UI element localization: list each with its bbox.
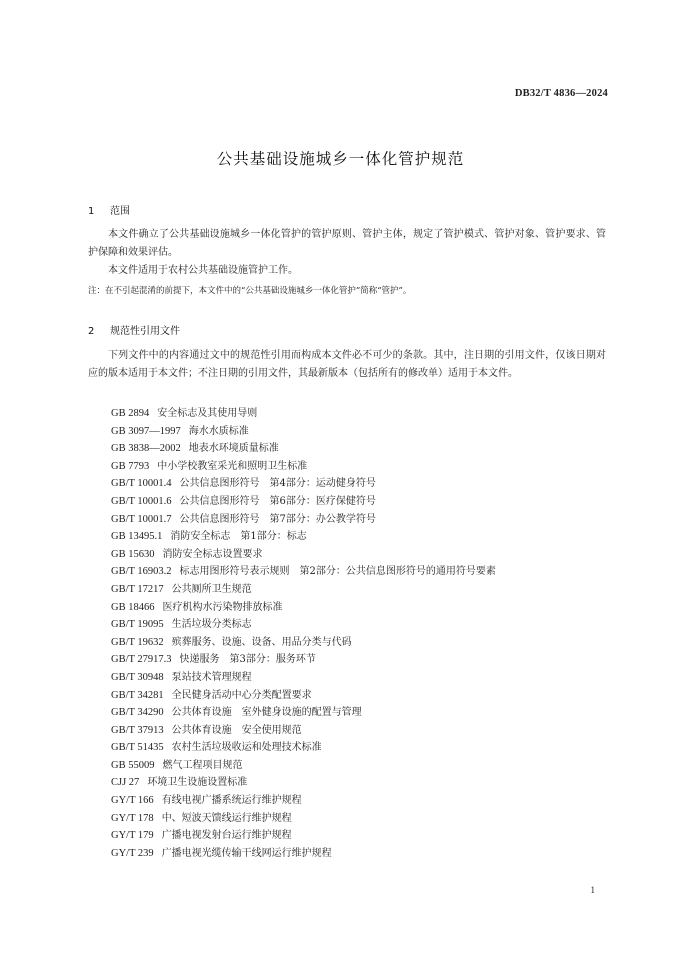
reference-code: GB/T 51435 xyxy=(111,742,164,754)
reference-item xyxy=(111,405,496,423)
reference-title: 公共信息图形符号 第6部分：医疗保健符号 xyxy=(179,495,376,507)
reference-title: 消防安全标志设置要求 xyxy=(162,548,263,560)
reference-code: GB 55009 xyxy=(111,759,155,771)
reference-title: 农村生活垃圾收运和处理技术标准 xyxy=(171,742,322,754)
reference-item xyxy=(111,493,496,511)
reference-title: 海水水质标准 xyxy=(188,425,249,437)
reference-item xyxy=(111,687,496,705)
reference-item xyxy=(111,722,496,740)
standard-code: DB32/T 4836—2024 xyxy=(514,88,608,99)
section-1-number: 1 xyxy=(88,206,95,217)
reference-title: 殡葬服务、设施、设备、用品分类与代码 xyxy=(171,636,352,648)
reference-title: 生活垃圾分类标志 xyxy=(171,619,252,631)
reference-item xyxy=(111,757,496,775)
reference-code: GB 2894 xyxy=(111,408,150,419)
reference-item xyxy=(111,528,496,546)
reference-item xyxy=(111,827,496,845)
reference-code: GB/T 34290 xyxy=(111,707,164,719)
reference-item xyxy=(111,458,496,476)
reference-title: 消防安全标志 第1部分：标志 xyxy=(170,531,307,543)
normative-intro-paragraph: 下列文件中的内容通过文中的规范性引用而构成本文件必不可少的条款。其中，注日期的引用文件，仅该日期对应的版本适用于本文件；不注日期的引用文件，其最新版本（包括所有的修改单）适用于本文件。 xyxy=(88,350,606,379)
reference-code: GB/T 34281 xyxy=(111,689,164,701)
reference-code: GB/T 10001.7 xyxy=(111,513,172,525)
reference-code: GB 3838—2002 xyxy=(111,443,181,455)
reference-title: 医疗机构水污染物排放标准 xyxy=(162,601,283,613)
section-2-title: 规范性引用文件 xyxy=(110,326,180,337)
reference-title: 燃气工程项目规范 xyxy=(162,759,243,771)
reference-code: GB/T 30948 xyxy=(111,671,164,683)
reference-item xyxy=(111,475,496,493)
reference-title: 地表水环境质量标准 xyxy=(188,443,279,455)
reference-title: 有线电视广播系统运行维护规程 xyxy=(161,795,302,807)
reference-item xyxy=(111,810,496,828)
reference-item xyxy=(111,616,496,634)
applicability-paragraph: 本文件适用于农村公共基础设施管护工作。 xyxy=(108,265,298,276)
reference-code: GB/T 17217 xyxy=(111,583,164,595)
reference-title: 安全标志及其使用导则 xyxy=(157,408,258,419)
reference-title: 公共信息图形符号 第4部分：运动健身符号 xyxy=(179,478,376,490)
reference-title: 公共体育设施 安全使用规范 xyxy=(171,724,302,736)
reference-title: 快递服务 第3部分：服务环节 xyxy=(179,654,316,666)
reference-title: 广播电视发射台运行维护规程 xyxy=(161,830,292,842)
reference-code: GY/T 179 xyxy=(111,830,154,842)
reference-item xyxy=(111,739,496,757)
reference-code: GB 15630 xyxy=(111,548,155,560)
reference-item xyxy=(111,599,496,617)
reference-code: GB/T 10001.6 xyxy=(111,495,172,507)
reference-title: 公共厕所卫生规范 xyxy=(171,583,252,595)
reference-title: 标志用图形符号表示规则 第2部分：公共信息图形符号的通用符号要素 xyxy=(179,566,496,578)
reference-code: CJJ 27 xyxy=(111,777,140,789)
reference-code: GB 3097—1997 xyxy=(111,425,181,437)
reference-title: 中小学校教室采光和照明卫生标准 xyxy=(157,460,308,472)
scope-paragraph: 本文件确立了公共基础设施城乡一体化管护的管护原则、管护主体，规定了管护模式、管护对象、管护要求、管护保障和效果评估。 xyxy=(88,229,606,258)
reference-title: 全民健身活动中心分类配置要求 xyxy=(171,689,312,701)
reference-code: GY/T 239 xyxy=(111,847,154,859)
reference-list xyxy=(111,405,496,862)
reference-title: 中、短波天馈线运行维护规程 xyxy=(161,812,292,824)
reference-code: GY/T 166 xyxy=(111,795,154,807)
reference-item xyxy=(111,563,496,581)
reference-code: GB/T 10001.4 xyxy=(111,478,172,490)
reference-code: GB/T 16903.2 xyxy=(111,566,172,578)
reference-code: GB/T 19632 xyxy=(111,636,164,648)
reference-item xyxy=(111,634,496,652)
reference-item xyxy=(111,423,496,441)
document-title: 公共基础设施城乡一体化管护规范 xyxy=(216,150,465,168)
reference-code: GB/T 19095 xyxy=(111,619,164,631)
reference-title: 广播电视光缆传输干线网运行维护规程 xyxy=(161,847,332,859)
reference-item xyxy=(111,845,496,863)
reference-code: GY/T 178 xyxy=(111,812,154,824)
reference-item xyxy=(111,704,496,722)
section-1-heading xyxy=(88,202,130,217)
scope-note: 注：在不引起混淆的前提下，本文件中的“公共基础设施城乡一体化管护”简称“管护”。 xyxy=(88,286,412,296)
reference-title: 公共信息图形符号 第7部分：办公教学符号 xyxy=(179,513,376,525)
reference-item xyxy=(111,774,496,792)
reference-code: GB/T 27917.3 xyxy=(111,654,172,666)
reference-code: GB 7793 xyxy=(111,460,150,472)
reference-item xyxy=(111,511,496,529)
reference-code: GB/T 37913 xyxy=(111,724,164,736)
reference-code: GB 18466 xyxy=(111,601,155,613)
reference-item xyxy=(111,546,496,564)
reference-item xyxy=(111,792,496,810)
page-number: 1 xyxy=(590,885,595,895)
reference-title: 公共体育设施 室外健身设施的配置与管理 xyxy=(171,707,362,719)
reference-title: 环境卫生设施设置标准 xyxy=(147,777,248,789)
reference-code: GB 13495.1 xyxy=(111,531,163,543)
section-2-heading xyxy=(88,322,180,337)
section-1-title: 范围 xyxy=(110,206,130,217)
reference-item xyxy=(111,669,496,687)
reference-item xyxy=(111,581,496,599)
reference-item xyxy=(111,440,496,458)
section-2-number: 2 xyxy=(88,326,95,337)
reference-title: 泵站技术管理规程 xyxy=(171,671,252,683)
reference-item xyxy=(111,651,496,669)
